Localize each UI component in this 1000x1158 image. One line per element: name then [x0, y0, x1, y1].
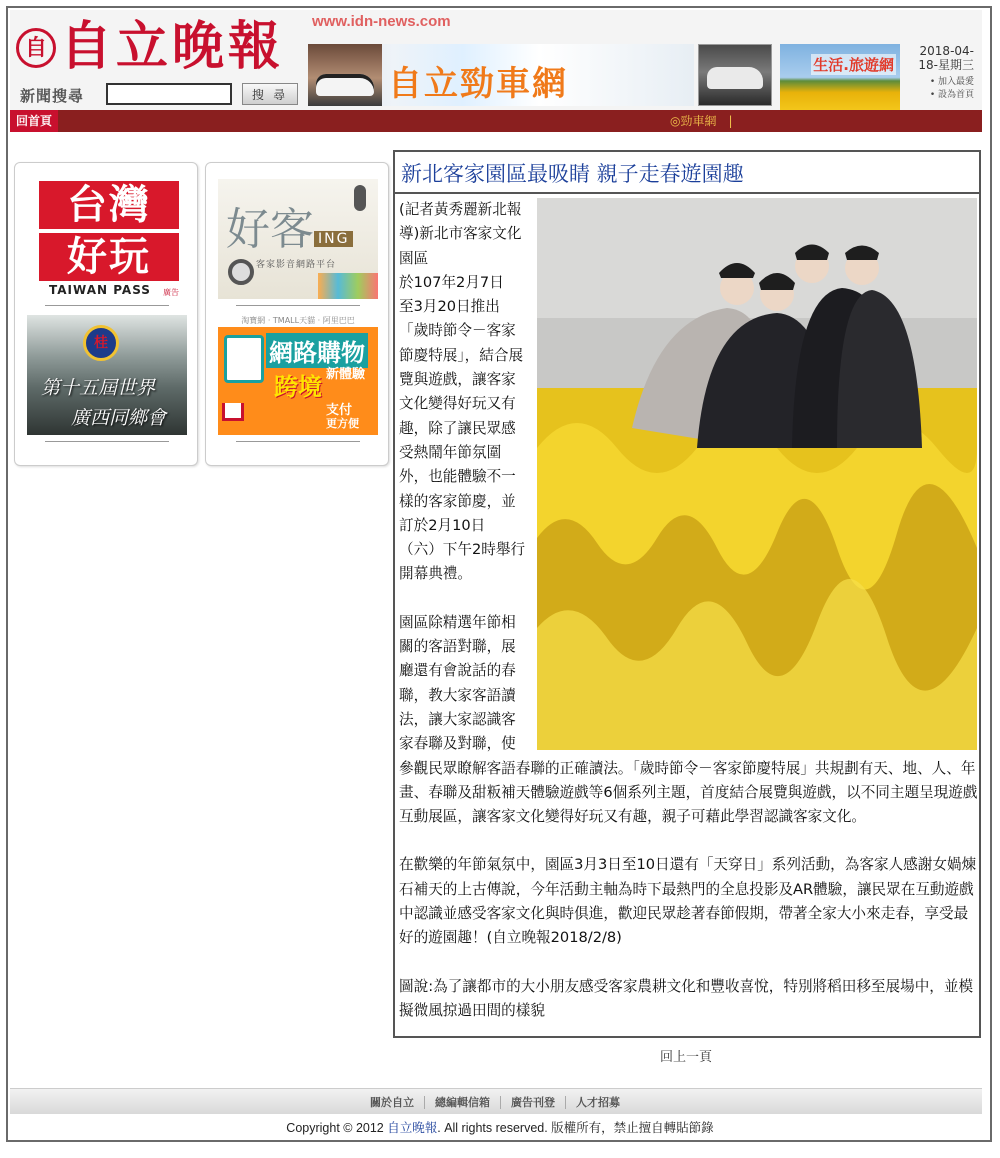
guangxi-ad-line2: 廣西同鄉會: [71, 407, 167, 429]
guangxi-emblem-icon: 桂: [83, 325, 119, 361]
ad-divider: [236, 305, 360, 306]
rice-field-family-image: [537, 198, 977, 750]
date-line-1: 2018-04-: [919, 44, 974, 58]
ad-divider: [45, 305, 169, 306]
shopping-bag-icon: [224, 335, 264, 383]
article-paragraph-1: (記者黃秀麗新北報導)新北市客家文化園區 於107年2月7日 至3月20日推出 「歲時節令－客家節慶特展」，結合展覽與遊戲，讓客家文化變得好玩又有趣，除了讓民眾感受熱鬧年節氛圍外，也能體驗不一樣的客家節慶，並訂於2月10日 （六）下午2時舉行開幕典禮。: [399, 201, 526, 583]
taiwan-pass-line2: 好玩: [39, 233, 179, 281]
decorative-stripe: [318, 273, 378, 299]
taiwan-pass-ad[interactable]: [39, 179, 179, 299]
article-paragraph-3: 在歡樂的年節氣氛中，園區3月3日至10日還有「天穿日」系列活動，為客家人感謝女媧煉石補天的上古傳說，今年活動主軸為時下最熱門的全息投影及AR體驗，讓民眾在互動遊戲中認識並感受客家文化與時俱進，歡迎民眾趁著春節假期，帶著全家大小來走春，享受最好的遊園趣！(自立晚報2018/2/8): [399, 856, 977, 947]
article-paragraph-2: 園區除精選年節相關的客語對聯，展廳還有會說話的春聯，教大家客語讀法，讓大家認識客家春聯及對聯，使參觀民眾瞭解客語春聯的正確讀法。「歲時節令－客家節慶特展」共規劃有天、地、人、年畫、春聯及甜粄補天體驗遊戲等6個系列主題，首度結合展覽與遊戲，以不同主題呈現遊戲互動展區，讓客家文化變得好玩又有趣，親子可藉此學習認識客家文化。: [399, 613, 978, 826]
car-photo-image: [308, 44, 382, 106]
shopping-cart-icon: [222, 403, 244, 421]
nav-car-link[interactable]: ◎勁車網 |: [670, 114, 733, 128]
car-thumbnail-ad[interactable]: [698, 44, 772, 106]
ad-tag: 廣告: [163, 288, 179, 297]
taiwan-pass-line1: 台灣: [39, 181, 179, 229]
copyright-notice: [0, 1118, 1000, 1136]
article-photo: [537, 198, 977, 750]
site-url[interactable]: www.idn-news.com: [312, 13, 451, 30]
search-button[interactable]: 搜 尋: [242, 83, 298, 105]
hakka-ad-ing: ING: [314, 231, 353, 247]
shop-ad-line1: 網路購物: [266, 333, 368, 368]
search-bar: [20, 82, 310, 108]
nav-bar: [10, 110, 982, 132]
set-homepage-link[interactable]: • 設為首頁: [929, 90, 974, 100]
logo-mark: 自: [16, 28, 56, 68]
photo-caption: 圖說:為了讓都市的大小朋友感受客家農耕文化和豐收喜悅，特別將稻田移至展場中，並模擬微風掠過田間的樣貌: [399, 977, 974, 1019]
logo-text: 自立晚報: [60, 16, 285, 77]
site-logo[interactable]: [16, 14, 286, 80]
paragraph-gap: [399, 951, 979, 975]
search-label: 新聞搜尋: [20, 87, 85, 105]
article-title-bar: [395, 152, 979, 194]
hakka-media-ad[interactable]: [218, 179, 378, 299]
hakka-ad-title: 好客: [226, 204, 314, 255]
shop-ad-line4: 支付: [326, 403, 353, 418]
sidebar-right: [205, 162, 389, 466]
copyright-name: 自立晚報: [387, 1121, 438, 1135]
shop-ad-line3: 新體驗: [326, 367, 366, 382]
sidebar-left: [14, 162, 198, 466]
search-input[interactable]: [106, 83, 232, 105]
date-line-2: 18-星期三: [918, 58, 974, 72]
shop-ad-line5: 更方便: [326, 417, 359, 430]
add-favorite-link[interactable]: • 加入最愛: [929, 77, 974, 87]
nav-home-link[interactable]: 回首頁: [10, 110, 58, 132]
travel-banner-title: 生活.旅遊網: [813, 56, 894, 74]
footer-bar: [10, 1088, 982, 1114]
footer-links: [360, 1094, 630, 1110]
guangxi-association-ad[interactable]: [27, 315, 187, 435]
car-banner-ad[interactable]: [308, 44, 694, 106]
shop-ad-line2: 跨境: [274, 373, 322, 401]
article-title: 新北客家園區最吸睛 親子走春遊園趣: [401, 162, 744, 186]
footer-link-advertise[interactable]: 廣告刊登: [501, 1096, 566, 1109]
footer-link-about[interactable]: 關於自立: [360, 1096, 425, 1109]
footer-link-careers[interactable]: 人才招募: [576, 1096, 620, 1109]
copyright-suffix: . All rights reserved. 版權所有，禁止擅自轉貼節錄: [437, 1121, 714, 1135]
ad-divider: [236, 441, 360, 442]
film-reel-icon: [228, 259, 254, 285]
hakka-ad-subtitle: 客家影音網路平台: [256, 260, 337, 270]
date-panel: [908, 44, 982, 108]
article-panel: [393, 150, 981, 1038]
footer-link-editor-mail[interactable]: 總編輯信箱: [425, 1096, 501, 1109]
ad-divider: [45, 441, 169, 442]
paragraph-gap: [399, 829, 979, 853]
taiwan-pass-brand: TAIWAN PASS: [49, 283, 151, 297]
copyright-prefix: Copyright © 2012: [286, 1121, 388, 1135]
back-link[interactable]: 回上一頁: [660, 1050, 713, 1065]
shop-ad-header: 淘寶網 · TMALL天貓 · 阿里巴巴: [218, 315, 378, 327]
cross-border-shopping-ad[interactable]: [218, 315, 378, 435]
microphone-icon: [354, 185, 366, 211]
car-banner-title: 自立勁車網: [388, 64, 568, 104]
guangxi-ad-line1: 第十五屆世界: [41, 377, 156, 399]
